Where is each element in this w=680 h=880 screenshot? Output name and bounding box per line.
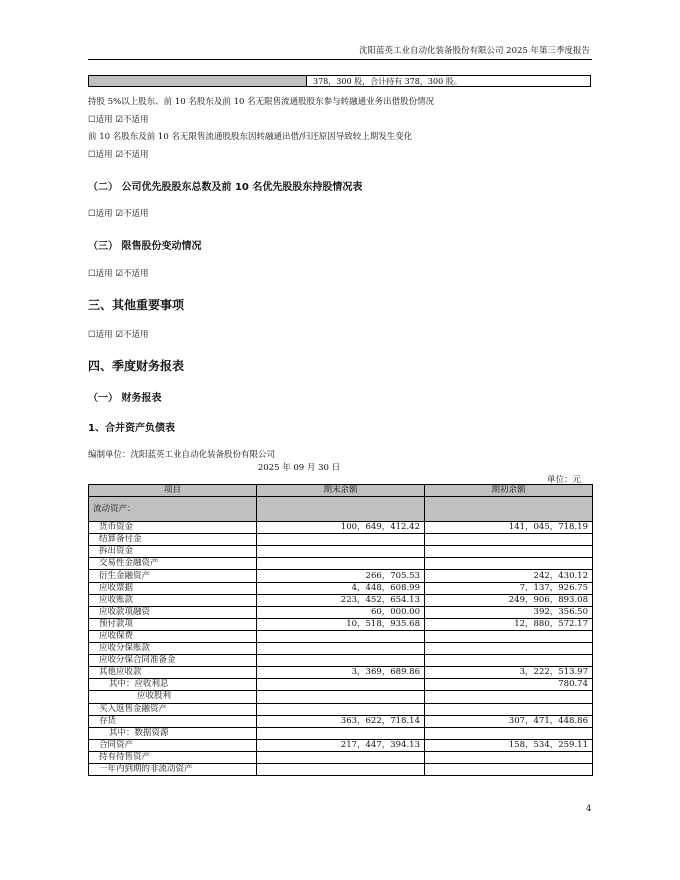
begin-balance-cell	[425, 534, 593, 546]
table-row	[89, 727, 593, 739]
end-balance-cell: 217，447，394.13	[257, 739, 425, 751]
end-balance-cell	[257, 643, 425, 655]
table-row	[89, 594, 593, 606]
preparing-entity: 编制单位：沈阳蓝英工业自动化装备股份有限公司	[88, 450, 276, 460]
table-row	[89, 522, 593, 534]
end-balance-cell	[257, 679, 425, 691]
begin-balance-cell: 12，880，572.17	[425, 618, 593, 630]
row-label: 其他应收款	[89, 667, 257, 679]
table-row	[89, 618, 593, 630]
table-row	[89, 546, 593, 558]
lending-applicability: ☐适用 ☑不适用	[88, 115, 149, 125]
row-label: 应收分保账款	[89, 643, 257, 655]
table-row	[89, 763, 593, 775]
row-label: 预付款项	[89, 618, 257, 630]
end-balance-cell	[257, 630, 425, 642]
table-row	[89, 534, 593, 546]
table-row	[89, 751, 593, 763]
table-row	[89, 691, 593, 703]
continued-table-row	[88, 75, 591, 87]
begin-balance-cell	[425, 655, 593, 667]
begin-balance-cell: 242，430.12	[425, 570, 593, 582]
balance-sheet-table	[88, 484, 593, 776]
report-header-title: 沈阳蓝英工业自动化装备股份有限公司 2025 年第三季度报告	[358, 46, 590, 56]
column-header-begin-balance: 期初余额	[425, 485, 593, 497]
end-balance-cell	[257, 534, 425, 546]
change-applicability: ☐适用 ☑不适用	[88, 150, 149, 160]
begin-balance-cell: 7，137，926.75	[425, 582, 593, 594]
begin-balance-cell: 141，045，718.19	[425, 522, 593, 534]
section-label: 流动资产：	[89, 497, 257, 522]
end-balance-cell: 266，705.53	[257, 570, 425, 582]
table-row	[89, 643, 593, 655]
table-row	[89, 679, 593, 691]
row-label: 应收分保合同准备金	[89, 655, 257, 667]
row-label: 其中：数据资源	[89, 727, 257, 739]
end-balance-cell	[257, 703, 425, 715]
table-row	[89, 606, 593, 618]
table-row	[89, 715, 593, 727]
table-row	[89, 558, 593, 570]
header-divider	[88, 59, 592, 60]
financial-statements-heading: （一） 财务报表	[88, 393, 162, 404]
row-label: 结算备付金	[89, 534, 257, 546]
begin-balance-cell	[425, 751, 593, 763]
end-balance-cell: 3，369，689.86	[257, 667, 425, 679]
row-label: 买入返售金融资产	[89, 703, 257, 715]
row-label: 拆出资金	[89, 546, 257, 558]
end-balance-cell	[257, 558, 425, 570]
row-label: 一年内到期的非流动资产	[89, 763, 257, 775]
begin-balance-cell	[425, 558, 593, 570]
begin-balance-cell	[425, 630, 593, 642]
row-label: 应收款项融资	[89, 606, 257, 618]
table-row	[89, 570, 593, 582]
page-number: 4	[586, 804, 592, 814]
section-empty-cell	[425, 497, 593, 522]
other-matters-heading: 三、其他重要事项	[88, 298, 185, 312]
begin-balance-cell: 3，222，513.97	[425, 667, 593, 679]
end-balance-cell: 60，000.00	[257, 606, 425, 618]
lending-paragraph: 持股 5%以上股东、前 10 名股东及前 10 名无限售流通股股东参与转融通业务出借股份情况	[88, 97, 435, 107]
row-label: 合同资产	[89, 739, 257, 751]
end-balance-cell: 100，649，412.42	[257, 522, 425, 534]
continued-table-label-cell	[89, 76, 307, 86]
row-label: 衍生金融资产	[89, 570, 257, 582]
begin-balance-cell: 392，356.50	[425, 606, 593, 618]
currency-unit: 单位：元	[546, 475, 581, 485]
end-balance-cell	[257, 546, 425, 558]
begin-balance-cell	[425, 727, 593, 739]
table-row	[89, 667, 593, 679]
end-balance-cell	[257, 751, 425, 763]
restricted-shares-heading: （三） 限售股份变动情况	[88, 241, 202, 252]
row-label: 应收股利	[89, 691, 257, 703]
end-balance-cell	[257, 691, 425, 703]
row-label: 其中：应收利息	[89, 679, 257, 691]
end-balance-cell	[257, 655, 425, 667]
quarterly-statements-heading: 四、季度财务报表	[88, 359, 185, 373]
row-label: 应收票据	[89, 582, 257, 594]
begin-balance-cell: 158，534，259.11	[425, 739, 593, 751]
row-label: 货币资金	[89, 522, 257, 534]
table-row	[89, 739, 593, 751]
change-paragraph: 前 10 名股东及前 10 名无限售流通股股东因转融通出借/归还原因导致较上期发生变化	[88, 132, 413, 142]
end-balance-cell: 4，448，608.99	[257, 582, 425, 594]
table-row	[89, 655, 593, 667]
preferred-applicability: ☐适用 ☑不适用	[88, 209, 149, 219]
begin-balance-cell	[425, 643, 593, 655]
end-balance-cell: 223，452，654.13	[257, 594, 425, 606]
end-balance-cell: 363，622，718.14	[257, 715, 425, 727]
table-header-row	[89, 485, 593, 497]
row-label: 应收保费	[89, 630, 257, 642]
table-row	[89, 630, 593, 642]
row-label: 交易性金融资产	[89, 558, 257, 570]
table-row	[89, 703, 593, 715]
column-header-end-balance: 期末余额	[257, 485, 425, 497]
column-header-item: 项目	[89, 485, 257, 497]
other-applicability: ☐适用 ☑不适用	[88, 330, 149, 340]
begin-balance-cell	[425, 763, 593, 775]
row-label: 存货	[89, 715, 257, 727]
balance-sheet-heading: 1、合并资产负债表	[88, 423, 175, 434]
row-label: 持有待售资产	[89, 751, 257, 763]
begin-balance-cell: 780.74	[425, 679, 593, 691]
report-date: 2025 年 09 月 30 日	[257, 463, 341, 473]
continued-table-text: 378，300 股，合计持有 378，300 股。	[313, 77, 462, 86]
end-balance-cell	[257, 727, 425, 739]
restricted-applicability: ☐适用 ☑不适用	[88, 269, 149, 279]
begin-balance-cell	[425, 703, 593, 715]
begin-balance-cell	[425, 546, 593, 558]
section-empty-cell	[257, 497, 425, 522]
row-label: 应收账款	[89, 594, 257, 606]
table-row	[89, 582, 593, 594]
preferred-shareholders-heading: （二） 公司优先股股东总数及前 10 名优先股股东持股情况表	[88, 182, 363, 193]
end-balance-cell: 10，518，935.68	[257, 618, 425, 630]
begin-balance-cell: 307，471，448.86	[425, 715, 593, 727]
section-row-current-assets	[89, 497, 593, 522]
begin-balance-cell	[425, 691, 593, 703]
begin-balance-cell: 249，906，893.08	[425, 594, 593, 606]
end-balance-cell	[257, 763, 425, 775]
